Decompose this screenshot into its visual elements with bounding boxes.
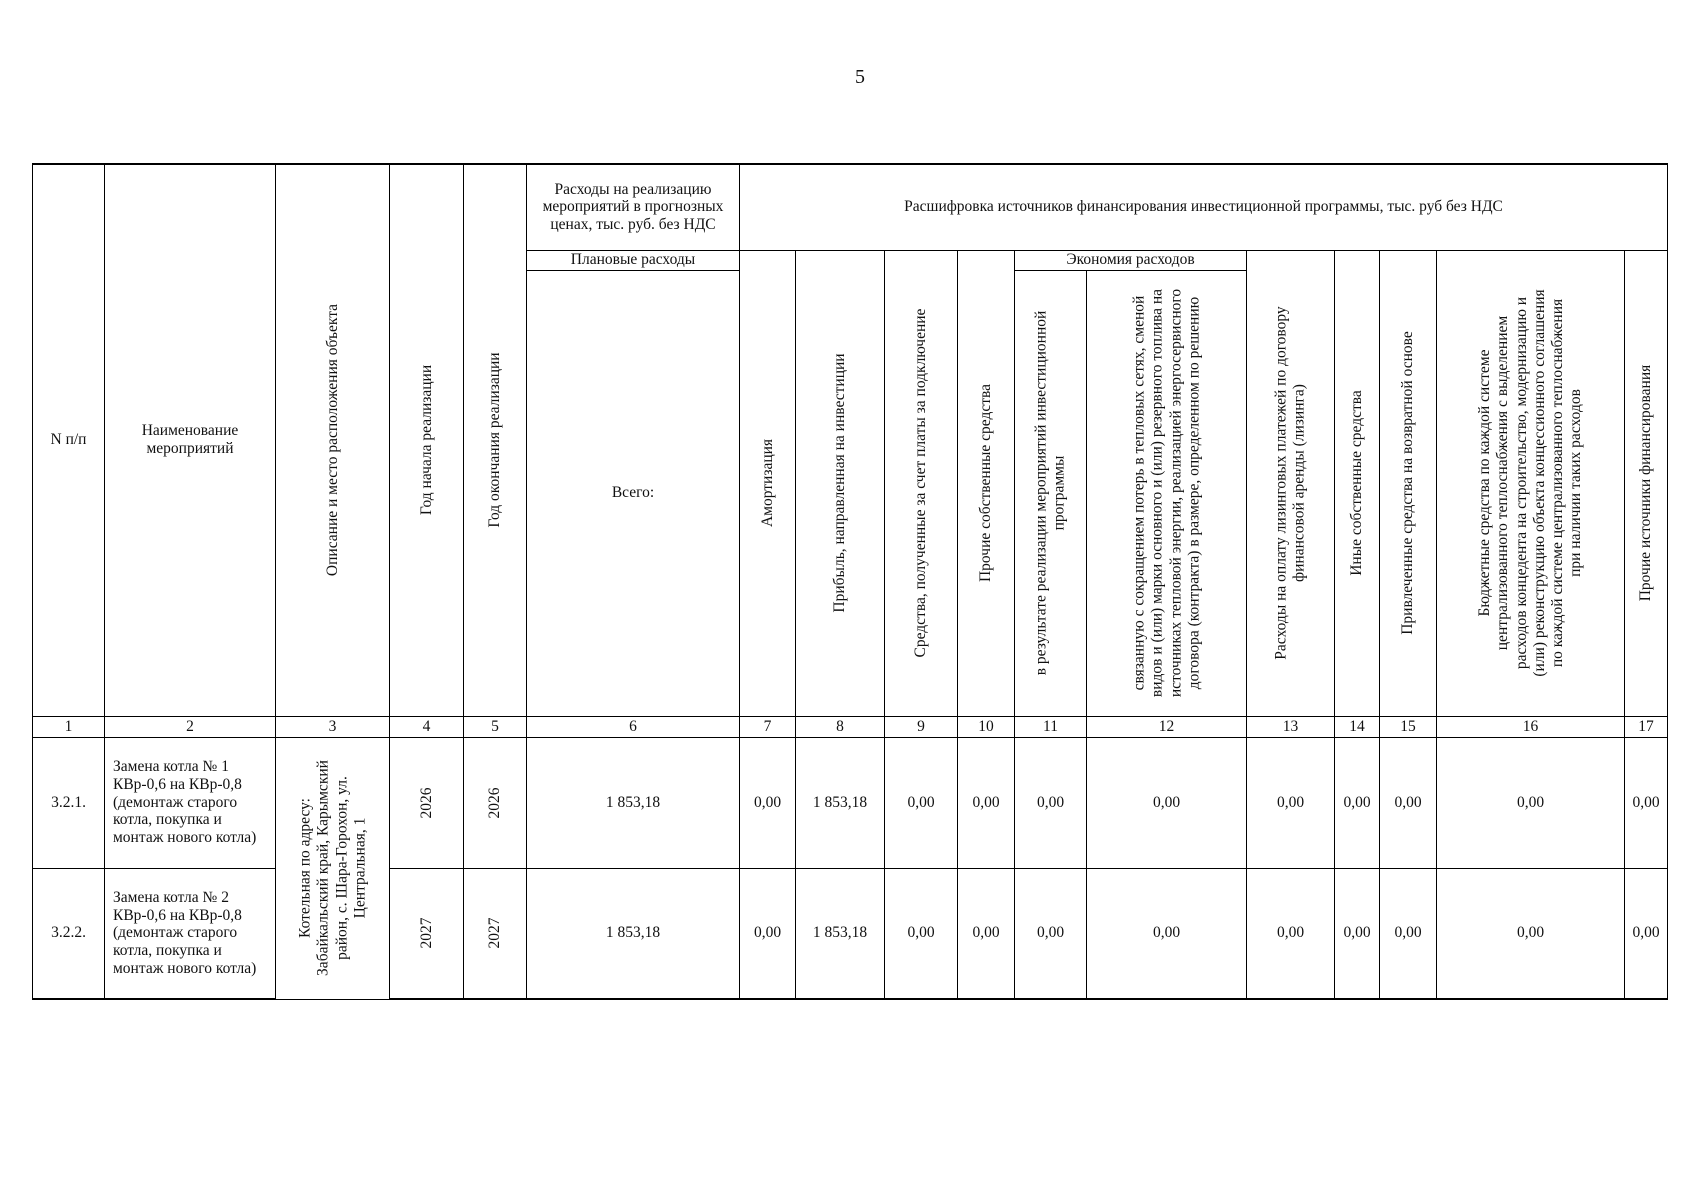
row-other-own-2: 0,00 (1335, 737, 1380, 868)
column-number: 5 (464, 716, 527, 737)
header-year-end: Год окончания реализации (464, 164, 527, 716)
header-other-own: Прочие собственные средства (958, 250, 1015, 716)
investment-program-table (32, 163, 1668, 1000)
column-number: 4 (390, 716, 464, 737)
header-savings-group: Экономия расходов (1015, 250, 1247, 270)
header-description: Описание и место расположения объекта (276, 164, 390, 716)
header-profit: Прибыль, направленная на инвестиции (796, 250, 885, 716)
row-savings-program: 0,00 (1015, 868, 1087, 999)
row-leasing: 0,00 (1247, 737, 1335, 868)
header-savings-losses: связанную с сокращением потерь в тепловых сетях, сменой видов и (или) марки основного и (или) резервного топлива на источниках тепловой энергии, реализацией энергосервисного договора (контракта) в размере, определенном по решению (1087, 270, 1247, 716)
row-borrowed: 0,00 (1380, 868, 1437, 999)
row-connection-fees: 0,00 (885, 868, 958, 999)
header-borrowed: Привлеченные средства на возвратной основе (1380, 250, 1437, 716)
column-number: 9 (885, 716, 958, 737)
row-savings-program: 0,00 (1015, 737, 1087, 868)
row-name: Замена котла № 1 КВр-0,6 на КВр-0,8 (демонтаж старого котла, покупка и монтаж нового котла) (105, 737, 276, 868)
row-other-own: 0,00 (958, 737, 1015, 868)
column-number: 16 (1437, 716, 1625, 737)
row-total: 1 853,18 (527, 868, 740, 999)
row-other-sources: 0,00 (1625, 868, 1668, 999)
row-budget: 0,00 (1437, 737, 1625, 868)
row-year-end: 2026 (464, 737, 527, 868)
header-costs-group: Расходы на реализацию мероприятий в прогнозных ценах, тыс. руб. без НДС (527, 164, 740, 250)
header-year-start: Год начала реализации (390, 164, 464, 716)
row-savings-losses: 0,00 (1087, 737, 1247, 868)
header-npp: N п/п (33, 164, 105, 716)
table-row (33, 737, 1668, 868)
column-number: 8 (796, 716, 885, 737)
header-name: Наименование мероприятий (105, 164, 276, 716)
row-year-end: 2027 (464, 868, 527, 999)
column-number: 11 (1015, 716, 1087, 737)
row-other-sources: 0,00 (1625, 737, 1668, 868)
column-number: 10 (958, 716, 1015, 737)
header-sources-group: Расшифровка источников финансирования инвестиционной программы, тыс. руб без НДС (740, 164, 1668, 250)
row-savings-losses: 0,00 (1087, 868, 1247, 999)
row-amortization: 0,00 (740, 737, 796, 868)
row-connection-fees: 0,00 (885, 737, 958, 868)
column-number: 6 (527, 716, 740, 737)
row-other-own: 0,00 (958, 868, 1015, 999)
header-planned-costs: Плановые расходы (527, 250, 740, 270)
column-number: 12 (1087, 716, 1247, 737)
row-budget: 0,00 (1437, 868, 1625, 999)
column-number: 15 (1380, 716, 1437, 737)
header-leasing: Расходы на оплату лизинговых платежей по договору финансовой аренды (лизинга) (1247, 250, 1335, 716)
column-number: 2 (105, 716, 276, 737)
row-other-own-2: 0,00 (1335, 868, 1380, 999)
column-number: 7 (740, 716, 796, 737)
row-npp: 3.2.2. (33, 868, 105, 999)
row-borrowed: 0,00 (1380, 737, 1437, 868)
header-other-sources: Прочие источники финансирования (1625, 250, 1668, 716)
header-savings-program: в результате реализации мероприятий инвестиционной программы (1015, 270, 1087, 716)
header-other-own-2: Иные собственные средства (1335, 250, 1380, 716)
column-number: 3 (276, 716, 390, 737)
row-year-start: 2026 (390, 737, 464, 868)
row-description: Котельная по адресу: Забайкальский край, Карымский район, с. Шара-Горохон, ул. Центральная, 1 (276, 737, 390, 999)
row-name: Замена котла № 2 КВр-0,6 на КВр-0,8 (демонтаж старого котла, покупка и монтаж нового котла) (105, 868, 276, 999)
header-total: Всего: (527, 270, 740, 716)
row-profit: 1 853,18 (796, 737, 885, 868)
column-number: 17 (1625, 716, 1668, 737)
row-profit: 1 853,18 (796, 868, 885, 999)
column-numbers-row (33, 716, 1668, 737)
column-number: 1 (33, 716, 105, 737)
column-number: 13 (1247, 716, 1335, 737)
row-npp: 3.2.1. (33, 737, 105, 868)
page-number: 5 (855, 66, 865, 88)
column-number: 14 (1335, 716, 1380, 737)
header-amortization: Амортизация (740, 250, 796, 716)
row-amortization: 0,00 (740, 868, 796, 999)
header-connection-fees: Средства, полученные за счет платы за подключение (885, 250, 958, 716)
row-leasing: 0,00 (1247, 868, 1335, 999)
header-budget: Бюджетные средства по каждой системе централизованного теплоснабжения с выделением расходов концедента на строительство, модернизацию и (или) реконструкцию объекта концессионного соглашения по каждой системе централизованного теплоснабжения при наличии таких расходов (1437, 250, 1625, 716)
row-year-start: 2027 (390, 868, 464, 999)
row-total: 1 853,18 (527, 737, 740, 868)
